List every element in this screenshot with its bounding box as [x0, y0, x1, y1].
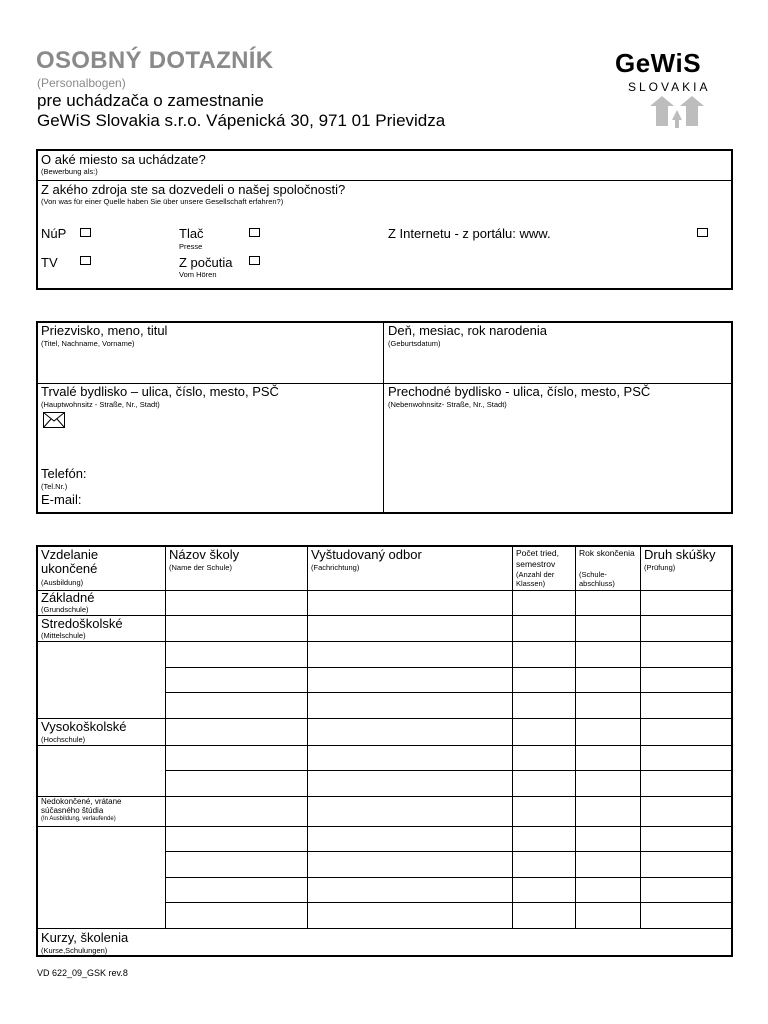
- education-row-unfinished: Nedokončené, vrátane súčasného štúdia: [41, 797, 122, 815]
- option-pocutia-sub: Vom Hören: [179, 270, 217, 279]
- birthdate-label: Deň, mesiac, rok narodenia: [388, 323, 547, 338]
- education-row-basic: Základné: [41, 590, 95, 605]
- education-row-basic-sub: (Grundschule): [41, 605, 89, 614]
- education-col-field-sub: (Fachrichtung): [311, 563, 360, 572]
- birthdate-sub: (Geburtsdatum): [388, 339, 441, 348]
- education-row-courses: Kurzy, školenia: [41, 930, 129, 945]
- option-pocutia-checkbox[interactable]: [249, 256, 260, 265]
- company-address: GeWiS Slovakia s.r.o. Vápenická 30, 971 01 Prievidza: [37, 111, 446, 130]
- education-row-university: Vysokoškolské: [41, 719, 127, 734]
- education-row-secondary-sub: (Mittelschule): [41, 631, 86, 640]
- logo-sub: SLOVAKIA: [628, 80, 711, 94]
- option-tlac-checkbox[interactable]: [249, 228, 260, 237]
- education-row-university-sub: (Hochschule): [41, 735, 86, 744]
- education-row-courses-sub: (Kurse,Schulungen): [41, 946, 108, 955]
- temporary-address-label: Prechodné bydlisko - ulica, číslo, mesto, PSČ: [388, 384, 651, 399]
- option-tv-checkbox[interactable]: [80, 256, 91, 265]
- education-col-field: Vyštudovaný odbor: [311, 547, 422, 562]
- option-nup-checkbox[interactable]: [80, 228, 91, 237]
- form-purpose: pre uchádzača o zamestnanie: [37, 91, 264, 110]
- source-sub: (Von was für einer Quelle haben Sie über unsere Gesellschaft erfahren?): [41, 197, 284, 206]
- temporary-address-sub: (Nebenwohnsitz- Straße, Nr., Stadt): [388, 400, 507, 409]
- permanent-address-label: Trvalé bydlisko – ulica, číslo, mesto, PSČ: [41, 384, 279, 399]
- option-pocutia-label: Z počutia: [179, 255, 233, 270]
- education-col-year: Rok skončenia: [579, 548, 635, 558]
- education-col-exam: Druh skúšky: [644, 547, 716, 562]
- education-row-secondary: Stredoškolské: [41, 616, 123, 631]
- envelope-icon: [43, 412, 65, 428]
- name-label: Priezvisko, meno, titul: [41, 323, 168, 338]
- education-col-school: Názov školy: [169, 547, 240, 562]
- logo-name: GeWiS: [615, 48, 702, 78]
- education-table: [36, 545, 733, 957]
- source-label: Z akého zdroja ste sa dozvedeli o našej spoločnosti?: [41, 182, 346, 197]
- logo-arrows-icon: [612, 48, 742, 130]
- option-tv-label: TV: [41, 255, 58, 270]
- option-nup-label: NúP: [41, 226, 67, 241]
- permanent-address-sub: (Hauptwohnsitz - Straße, Nr., Stadt): [41, 400, 160, 409]
- education-col-year-sub: (Schule-abschluss): [579, 570, 615, 588]
- option-tlac-label: Tlač: [179, 226, 204, 241]
- personal-data-section: [36, 321, 733, 514]
- company-logo: [612, 48, 742, 130]
- education-col-classes: Počet tried, semestrov: [516, 548, 559, 569]
- name-sub: (Titel, Nachname, Vorname): [41, 339, 135, 348]
- phone-label: Telefón:: [41, 466, 87, 481]
- page-subtitle: (Personalbogen): [37, 76, 126, 90]
- education-row-unfinished-sub: (In Ausbildung, verlaufende): [41, 816, 116, 822]
- option-internet-label: Z Internetu - z portálu: www.: [388, 226, 551, 241]
- education-col-classes-sub: (Anzahl der Klassen): [516, 570, 555, 588]
- education-col-exam-sub: (Prüfung): [644, 563, 676, 572]
- education-col-school-sub: (Name der Schule): [169, 563, 232, 572]
- option-internet-checkbox[interactable]: [697, 228, 708, 237]
- page-title: OSOBNÝ DOTAZNÍK: [36, 47, 274, 74]
- document-code: VD 622_09_GSK rev.8: [37, 968, 128, 978]
- application-source-section: [36, 149, 733, 290]
- phone-sub: (Tel.Nr.): [41, 482, 68, 491]
- education-col-level-sub: (Ausbildung): [41, 578, 84, 587]
- position-sub: (Bewerbung als:): [41, 167, 98, 176]
- email-label: E-mail:: [41, 492, 82, 507]
- education-col-level: Vzdelanie ukončené: [41, 547, 99, 576]
- position-label: O aké miesto sa uchádzate?: [41, 152, 206, 167]
- option-tlac-sub: Presse: [179, 242, 203, 251]
